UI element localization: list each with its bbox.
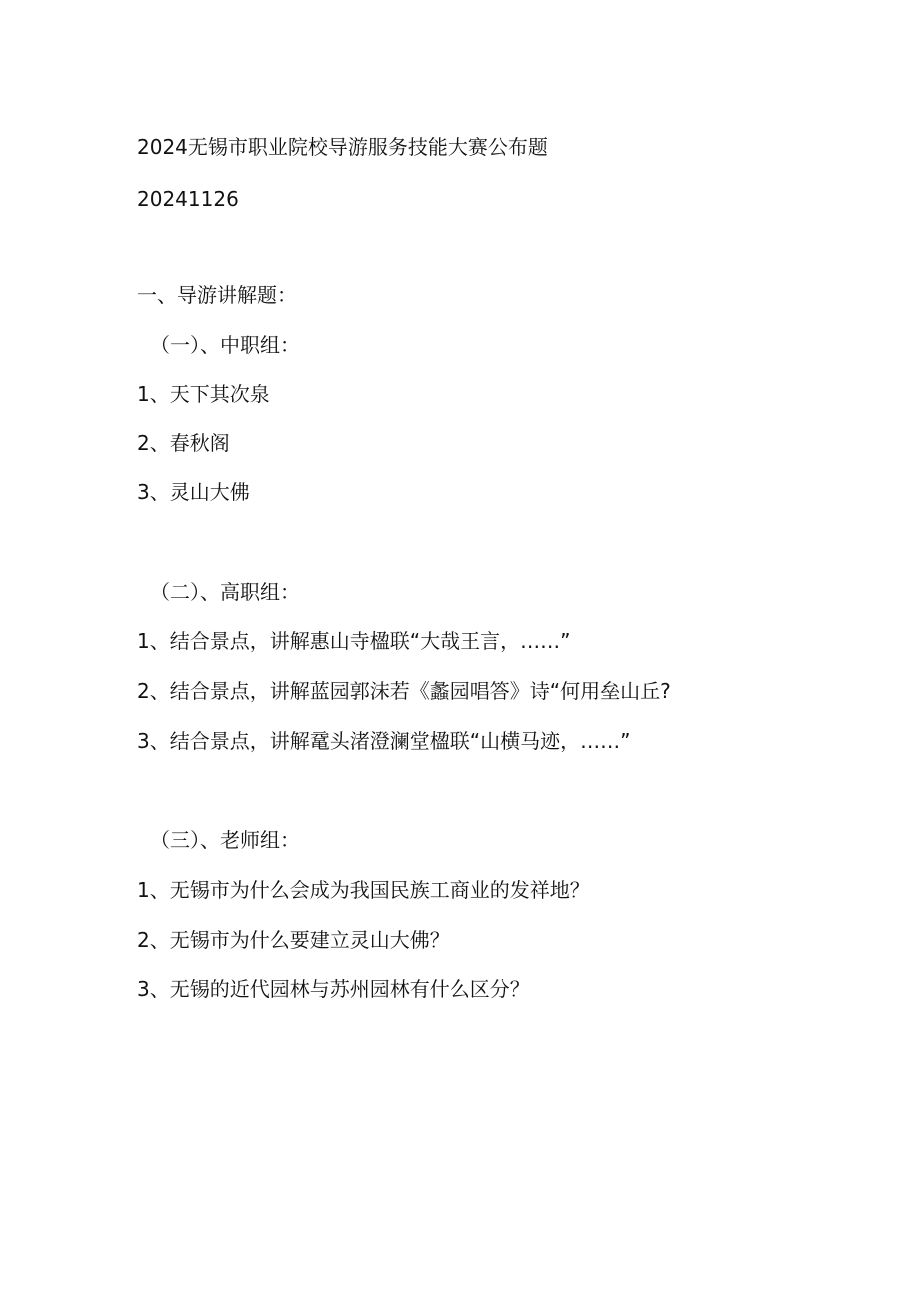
list-item: 3、无锡的近代园林与苏州园林有什么区分？ bbox=[137, 977, 530, 1001]
list-item: 1、无锡市为什么会成为我国民族工商业的发祥地？ bbox=[137, 878, 590, 902]
list-item: 2、无锡市为什么要建立灵山大佛？ bbox=[137, 928, 450, 952]
group-heading-teacher: （三）、老师组： bbox=[150, 828, 300, 852]
document-title: 2024无锡市职业院校导游服务技能大赛公布题 bbox=[137, 135, 548, 159]
list-item: 3、结合景点，讲解鼋头渚澄澜堂楹联“山横马迹，……” bbox=[137, 729, 631, 753]
document-date: 20241126 bbox=[137, 187, 239, 211]
list-item: 1、结合景点，讲解惠山寺楹联“大哉王言，……” bbox=[137, 629, 571, 653]
group-heading-secondary-vocational: （一）、中职组： bbox=[150, 333, 300, 357]
list-item: 1、天下其次泉 bbox=[137, 382, 270, 406]
list-item: 2、春秋阁 bbox=[137, 431, 230, 455]
list-item: 2、结合景点，讲解蓝园郭沫若《蠡园唱答》诗“何用垒山丘? bbox=[137, 679, 671, 703]
list-item: 3、灵山大佛 bbox=[137, 480, 250, 504]
group-heading-higher-vocational: （二）、高职组： bbox=[150, 580, 300, 604]
section-heading: 一、导游讲解题： bbox=[137, 283, 297, 307]
